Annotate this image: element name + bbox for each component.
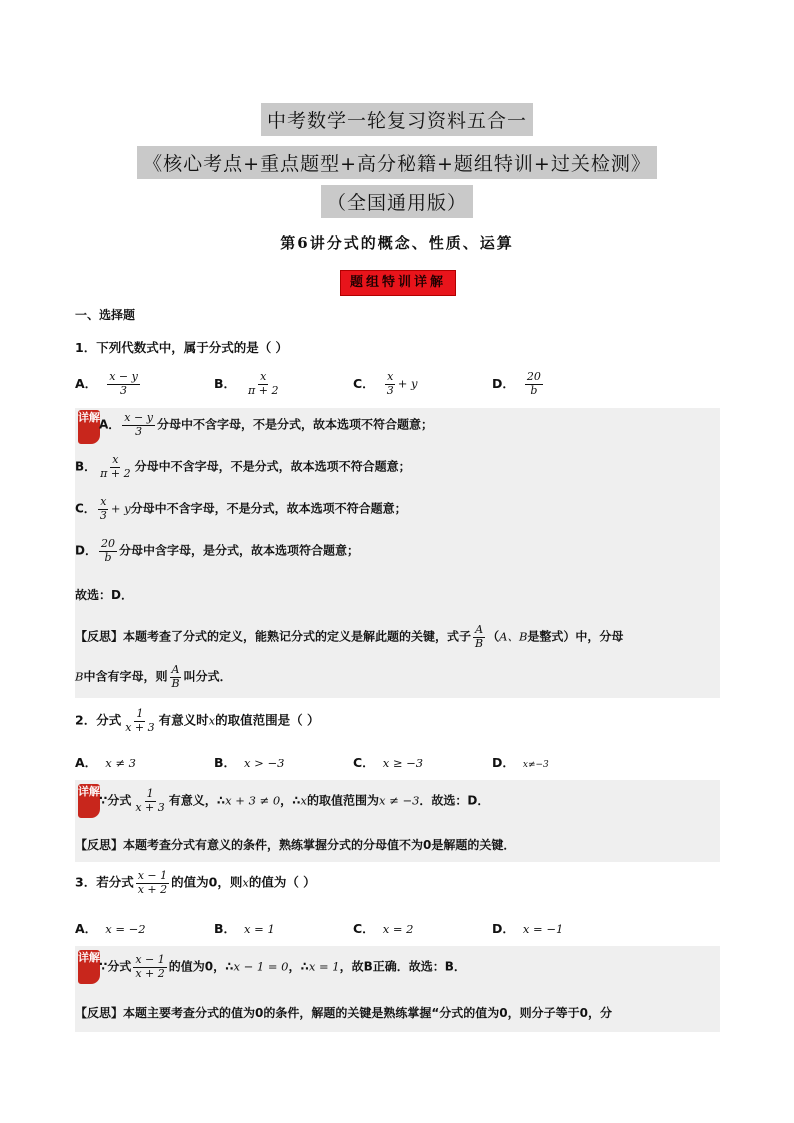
numerator: 20 [526,370,541,383]
math-expr: x ≠ −3 [379,793,420,808]
explain-label: C． [75,501,96,516]
q1-option-b[interactable] [214,371,282,397]
fraction [99,538,117,564]
fraction [473,624,485,650]
stem-text: 的值为0，则 [171,874,243,890]
doc-title-line1: 中考数学一轮复习资料五合一 [0,103,794,136]
numerator: x − 1 [135,953,165,966]
question-3-stem [75,870,316,896]
option-label: C． [353,921,375,936]
math-expr: x = 1 [308,959,340,974]
reflection-label: 【反思】 [75,629,124,644]
explain-text: ，∴ [280,793,301,808]
q2-explain [99,788,489,814]
explain-text: ∵分式 [99,793,132,808]
q1-explain-d [75,538,359,564]
numerator: x [387,370,394,383]
explain-text: 有意义，∴ [168,793,226,808]
q3-option-d[interactable] [492,919,563,937]
detail-icon: 详解 [78,410,100,444]
expr-tail: + y [397,376,418,391]
detail-icon: 详解 [78,950,100,984]
option-expr: x > −3 [244,756,285,770]
fraction [246,371,280,397]
option-expr: x ≠ 3 [105,756,136,770]
denominator: π + 2 [248,383,279,397]
explain-text: 分母中含字母，是分式，故本选项符合题意； [118,543,359,558]
explain-text: ∵分式 [99,959,132,974]
denominator: x + 3 [135,800,165,814]
explain-text: ，∴ [288,959,309,974]
fraction [385,371,396,397]
fraction [169,664,181,690]
option-label: D． [492,375,515,391]
reflection-text: 中含有字母，则 [83,669,168,684]
fraction [107,371,140,397]
reflection-text: 是整式）中，分母 [527,629,624,644]
q3-explain [99,954,466,980]
math-expr: x [242,875,249,890]
q3-explanation [75,946,720,1032]
explain-text: 的值为0，∴ [168,959,234,974]
denominator: x + 3 [125,720,155,734]
denominator: B [475,636,484,650]
explain-text: ，故B正确．故选：B． [339,959,466,974]
option-label: D． [492,921,515,936]
option-expr: x = 1 [244,922,275,936]
option-label: B． [214,921,237,936]
fraction [123,708,156,734]
section-heading: 一、选择题 [75,308,136,322]
fraction [133,954,166,980]
q3-option-b[interactable] [214,919,275,937]
denominator: 3 [120,383,127,397]
option-expr: x≠−3 [522,760,549,770]
numerator: x − y [124,411,153,424]
q1-option-c[interactable] [353,371,417,397]
fraction [98,496,109,522]
math-expr: A、B [499,629,528,644]
q3-reflection [75,1004,612,1021]
detail-icon: 详解 [78,784,100,818]
denominator: x + 2 [135,966,165,980]
denominator: 3 [386,383,394,397]
option-expr: x = −1 [522,922,564,936]
numerator: x [112,453,119,466]
lesson-title: 第6讲分式的概念、性质、运算 [280,234,514,252]
q2-option-b[interactable] [214,753,284,771]
option-expr: x ≥ −3 [382,756,424,770]
explain-label: A． [99,417,121,432]
explain-text: 的取值范围为 [307,793,380,808]
doc-title-line2: 《核心考点+重点题型+高分秘籍+题组特训+过关检测》 [0,146,794,179]
math-expr: x [208,713,216,728]
expr-tail: + y [110,501,131,516]
doc-title-line3: （全国通用版） [0,185,794,218]
q1-explanation [75,408,720,698]
q1-option-a[interactable] [75,371,142,397]
denominator: π + 2 [100,466,131,480]
q1-answer: 故选：D． [75,588,133,602]
numerator: x [100,495,107,508]
math-expr: x [300,793,308,808]
denominator: 3 [135,424,143,438]
denominator: 3 [99,508,107,522]
numerator: A [171,663,180,676]
option-label: A． [75,755,98,770]
fraction [133,788,166,814]
stem-text: 2．分式 [75,712,122,728]
stem-text: 的值为（ ） [248,874,316,890]
reflection-text: 本题考查了分式的定义，能熟记分式的定义是解此题的关键，式子 [123,629,472,644]
denominator: x + 2 [137,882,168,896]
q1-reflection-line2 [75,664,232,690]
reflection-text: 本题主要考查分式的值为0的条件，解题的关键是熟练掌握“分式的值为0，则分子等于0，分 [123,1006,612,1020]
option-expr: x = −2 [105,922,146,936]
denominator: b [530,383,538,397]
option-label: A． [75,921,98,936]
explain-label: D． [75,543,97,558]
stem-text: 3．若分式 [75,874,134,890]
explain-text: 分母中不含字母，不是分式，故本选项不符合题意； [130,501,407,516]
q1-option-d[interactable] [492,371,545,397]
math-expr: x − 1 = 0 [233,959,289,974]
reflection-label: 【反思】 [75,1006,124,1020]
explain-text: 分母中不含字母，不是分式，故本选项不符合题意； [156,417,433,432]
stem-text: 有意义时 [158,712,209,728]
numerator: 20 [100,537,115,550]
q3-option-c[interactable] [353,919,413,937]
numerator: x − y [109,370,138,383]
numerator: x − 1 [137,869,168,882]
stem-text: 的取值范围是（ ） [215,712,320,728]
fraction [136,870,169,896]
q1-explain-a [99,412,433,438]
q2-option-c[interactable] [353,753,423,771]
math-expr: x + 3 ≠ 0 [225,793,281,808]
fraction [122,412,155,438]
section-badge: 题组特训详解 [340,270,456,296]
q1-reflection-line1 [75,624,623,650]
numerator: x [260,370,267,383]
reflection-text: 本题考查分式有意义的条件，熟练掌握分式的分母值不为0是解题的关键． [123,838,516,852]
numerator: A [475,623,484,636]
option-label: A． [75,375,98,391]
q2-explanation [75,780,720,862]
option-expr: x = 2 [382,922,414,936]
question-2-stem [75,708,320,734]
math-expr: B [75,669,84,684]
numerator: 1 [146,787,154,800]
q2-option-a[interactable] [75,753,136,771]
denominator: b [104,550,112,564]
question-1-stem: 1．下列代数式中，属于分式的是（ ） [75,340,289,355]
option-label: C． [353,755,375,770]
fraction [98,454,132,480]
denominator: B [171,676,180,690]
explain-label: B． [75,459,97,474]
option-label: B． [214,755,237,770]
q1-explain-c [75,496,407,522]
q1-explain-b [75,454,411,480]
reflection-label: 【反思】 [75,838,124,852]
fraction [525,371,543,397]
q2-reflection [75,836,515,853]
option-label: C． [353,375,375,391]
q3-option-a[interactable] [75,919,146,937]
numerator: 1 [136,707,144,720]
explain-text: ．故选：D． [419,793,490,808]
option-label: B． [214,375,237,391]
reflection-text: 叫分式． [183,669,232,684]
reflection-text: （ [487,629,500,644]
option-label: D． [492,755,515,770]
explain-text: 分母中不含字母，不是分式，故本选项不符合题意； [134,459,411,474]
q2-option-d[interactable] [492,753,549,771]
